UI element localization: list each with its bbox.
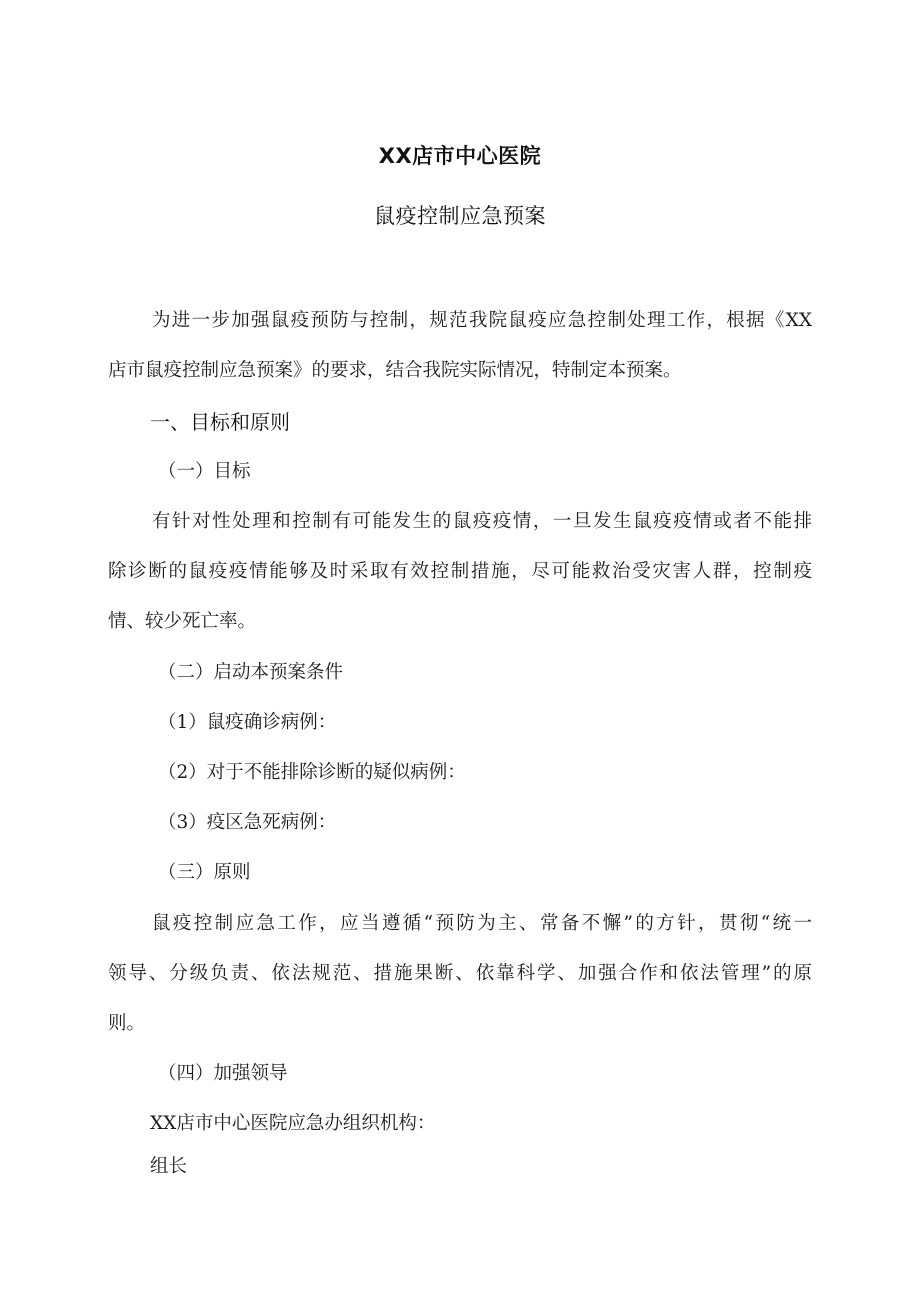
goal-text-line-2: 除诊断的鼠疫疫情能够及时采取有效控制措施，尽可能救治受灾害人群，控制疫	[108, 561, 812, 582]
subheading-principles: （三）原则	[158, 862, 251, 883]
document-subtitle: 鼠疫控制应急预案	[374, 204, 546, 228]
subheading-goal: （一）目标	[158, 461, 251, 482]
intro-line-1: 为进一步加强鼠疫预防与控制，规范我院鼠疫应急控制处理工作，根据《XX	[152, 310, 812, 331]
leader-label: 组长	[150, 1156, 188, 1177]
principles-text-line-3: 则。	[108, 1013, 146, 1034]
goal-text-line-1: 有针对性处理和控制有可能发生的鼠疫疫情，一旦发生鼠疫疫情或者不能排	[152, 511, 812, 532]
goal-text-line-3: 情、较少死亡率。	[108, 611, 257, 632]
section-heading-goals-principles: 一、目标和原则	[150, 410, 290, 434]
subheading-leadership: （四）加强领导	[158, 1063, 288, 1084]
subheading-activation-conditions: （二）启动本预案条件	[158, 662, 344, 683]
condition-item: （2）对于不能排除诊断的疑似病例：	[158, 762, 466, 783]
condition-item: （1）鼠疫确诊病例：	[158, 712, 337, 733]
principles-text-line-2: 领导、分级负责、依法规范、措施果断、依靠科学、加强合作和依法管理”的原	[108, 963, 812, 984]
principles-text-line-1: 鼠疫控制应急工作，应当遵循“预防为主、常备不懈”的方针，贯彻“统一	[152, 913, 812, 934]
condition-item: （3）疫区急死病例：	[158, 812, 337, 833]
intro-line-2: 店市鼠疫控制应急预案》的要求，结合我院实际情况，特制定本预案。	[108, 360, 682, 381]
org-structure-line: XX店市中心医院应急办组织机构：	[150, 1113, 436, 1134]
document-title: XX店市中心医院	[378, 144, 542, 168]
